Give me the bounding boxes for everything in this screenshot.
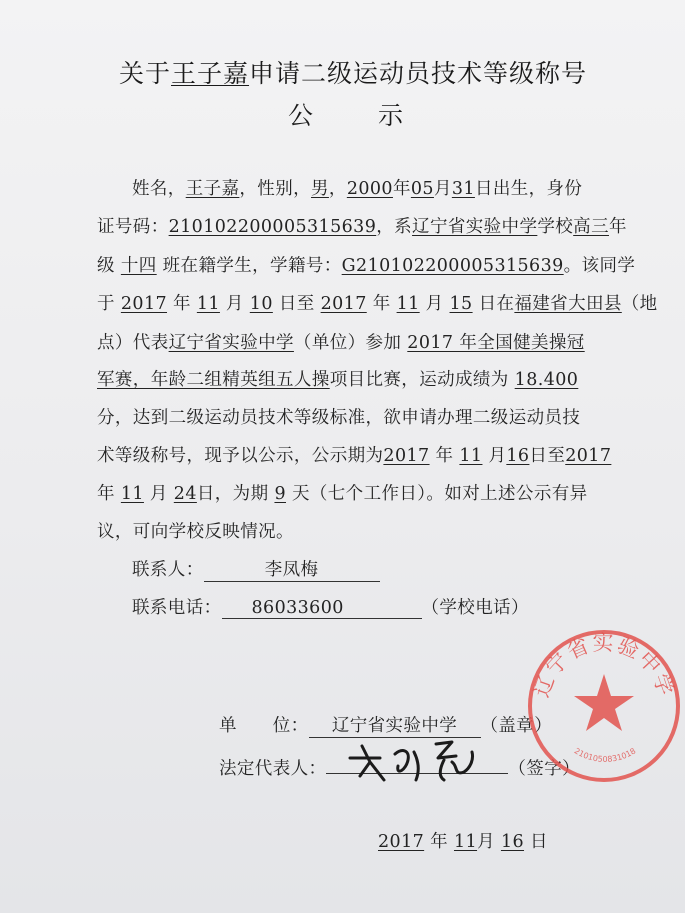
contact-phone-label: 联系电话：: [132, 598, 222, 618]
handwritten-signature: [340, 736, 510, 786]
body-line-4: 于 2017 年 11 月 10 日至 2017 年 11 月 15 日在福建省大田县（地: [97, 294, 658, 314]
unit-label: 单 位：: [219, 716, 309, 736]
body-line-7: 分，达到二级运动员技术等级标准，欲申请办理二级运动员技: [97, 408, 581, 428]
body-line-6: 军赛，年龄二组精英组五人操项目比赛，运动成绩为 18.400: [97, 370, 579, 390]
title-line-2: 公 示: [288, 101, 424, 130]
applicant-name: 王子嘉: [171, 59, 250, 88]
contact-person: [132, 556, 380, 582]
representative-label: 法定代表人：: [219, 759, 327, 779]
seal-star-icon: [574, 674, 634, 731]
official-seal: [524, 626, 684, 786]
body-line-8: 术等级称号，现予以公示，公示期为2017 年 11 月16日至2017: [97, 446, 612, 466]
date-day: 16: [500, 832, 525, 852]
body-line-9: 年 11 月 24日，为期 9 天（七个工作日）。如对上述公示有异: [97, 484, 588, 504]
contact-phone-note: （学校电话）: [421, 598, 529, 618]
seal-number: 2101050831018: [572, 746, 638, 764]
issue-date: 2017 年 11月 16 日: [378, 832, 548, 852]
body-line-1: 姓名，王子嘉，性别，男，2000年05月31日出生，身份: [132, 179, 583, 199]
contact-person-value: 李凤梅: [204, 560, 380, 582]
body-line-5: 点）代表辽宁省实验中学（单位）参加 2017 年全国健美操冠: [97, 333, 585, 353]
date-year: 2017: [378, 832, 425, 852]
svg-text:2101050831018: [573, 746, 638, 764]
body-line-10: 议，可向学校反映情况。: [97, 522, 294, 542]
contact-phone-value: 86033600: [222, 598, 422, 619]
title-line-1: 关于王子嘉申请二级运动员技术等级称号: [119, 59, 588, 88]
representative-note: （签字）: [508, 759, 581, 779]
contact-phone: [132, 594, 529, 619]
unit-value: 辽宁省实验中学: [309, 716, 481, 738]
body-line-3: 级 十四 班在籍学生，学籍号：G210102200005315639。该同学: [97, 256, 636, 276]
contact-person-label: 联系人：: [132, 560, 204, 580]
seal-text: 辽宁省实验中学: [529, 631, 679, 701]
unit-line: [219, 712, 552, 738]
date-month: 11: [453, 832, 478, 852]
unit-note: （盖章）: [480, 716, 553, 736]
body-line-2: 证号码：210102200005315639，系辽宁省实验中学学校高三年: [97, 217, 627, 237]
